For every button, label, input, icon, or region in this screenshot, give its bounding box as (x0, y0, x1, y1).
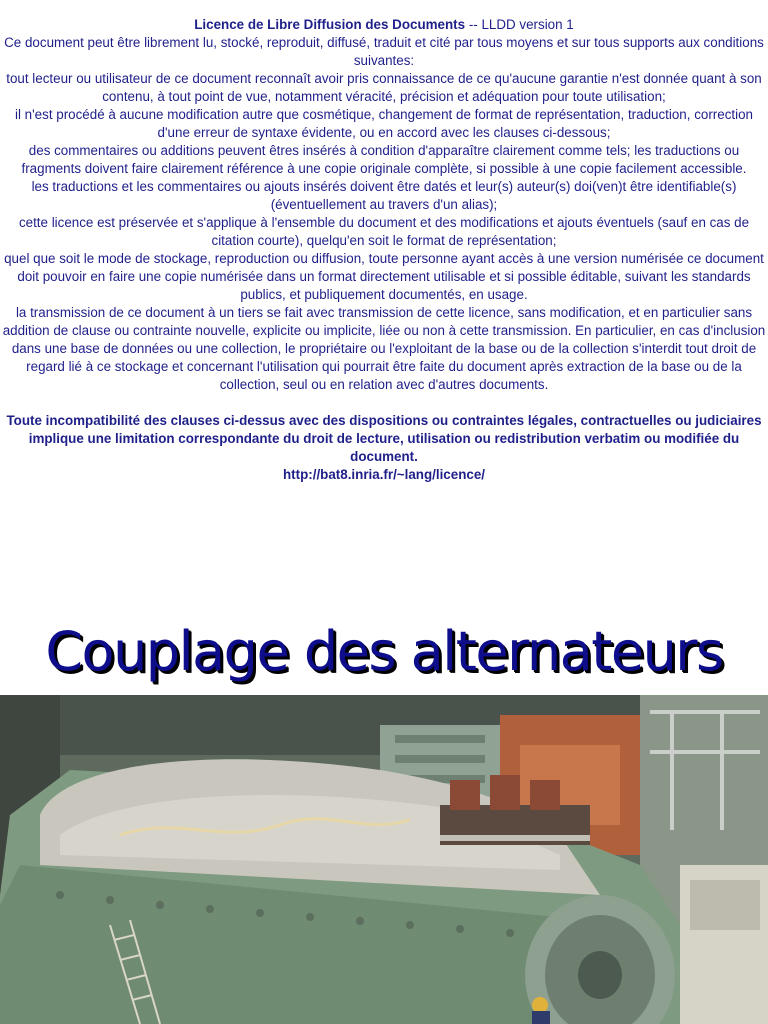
license-url-text[interactable]: http://bat8.inria.fr/~lang/licence/ (282, 467, 486, 482)
license-paragraph: Ce document peut être librement lu, stocké, reproduit, diffusé, traduit et cité par tous moyens et sur tous supports aux conditions suivantes: (4, 35, 764, 68)
license-version: -- LLDD version 1 (465, 17, 574, 32)
license-url[interactable] (0, 466, 768, 484)
spacer (0, 394, 768, 412)
license-warning (0, 412, 768, 466)
license-header (0, 16, 768, 34)
license-paragraph: tout lecteur ou utilisateur de ce document reconnaît avoir pris connaissance de ce qu'aucune garantie n'est donnée quant à son contenu, à tout point de vue, notamment véracité, précision et adéquation pour toute utilisation; (6, 71, 762, 104)
license-paragraph: quel que soit le mode de stockage, reproduction ou diffusion, toute personne ayant accès à une version numérisée ce document doit pouvoir en faire une copie numérisée dans un format directement utilisable et si possible éditable, suivant les standards publics, et publiquement documentés, en usage. (4, 251, 764, 302)
license-paragraph: la transmission de ce document à un tiers se fait avec transmission de cette licence, sans modification, et en particulier sans addition de clause ou contrainte nouvelle, explicite ou implicite, liée ou non à cette transmission. En particulier, en cas d'inclusion dans une base de données ou une collection, le propriétaire ou l'exploitant de la base ou de la collection s'interdit tout droit de regard lié à ce stockage et concernant l'utilisation qui pourrait être faite du document après extraction de la base ou de la collection, seul ou en relation avec d'autres documents. (2, 305, 766, 392)
slide-title: Couplage des alternateurs (45, 620, 723, 683)
alternator-photo (0, 695, 768, 1024)
license-warning-text: Toute incompatibilité des clauses ci-dessus avec des dispositions ou contraintes légales, contractuelles ou judiciaires implique une limitation correspondante du droit de lecture, utilisation ou redistribution verbatim ou modifiée du document. (6, 413, 762, 464)
license-paragraph: il n'est procédé à aucune modification autre que cosmétique, changement de format de représentation, traduction, correction d'une erreur de syntaxe évidente, ou en accord avec les clauses ci-dessous; (15, 107, 753, 140)
license-paragraph: les traductions et les commentaires ou ajouts insérés doivent être datés et leur(s) auteur(s) doi(ven)t être identifiable(s) (éventuellement au travers d'un alias); (31, 179, 737, 212)
license-block (0, 16, 768, 484)
license-heading: Licence de Libre Diffusion des Documents (194, 17, 466, 32)
license-paragraph: cette licence est préservée et s'applique à l'ensemble du document et des modifications et ajouts éventuels (sauf en cas de citation courte), quelqu'en soit le format de représentation; (18, 215, 750, 248)
license-paragraph: des commentaires ou additions peuvent êtres insérés à condition d'apparaître clairement comme tels; les traductions ou fragments doivent faire clairement référence à une copie originale complète, si possible à une copie facilement accessible. (21, 143, 747, 176)
